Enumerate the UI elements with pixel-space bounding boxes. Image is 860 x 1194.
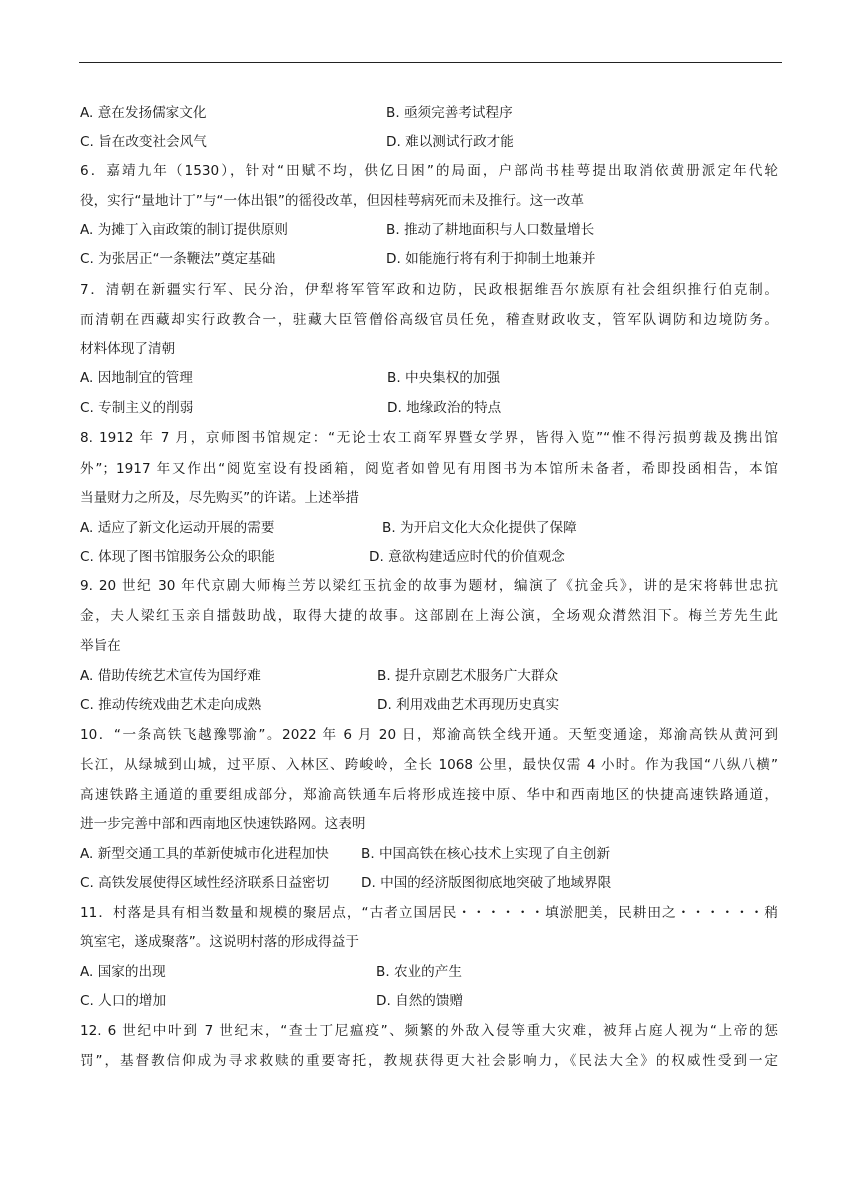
- header-rule: [79, 62, 782, 63]
- q8-option-b: B. 为开启文化大众化提供了保障: [382, 520, 577, 536]
- q8-option-c: C. 体现了图书馆服务公众的职能: [80, 549, 275, 565]
- q10-option-c: C. 高铁发展使得区域性经济联系日益密切: [80, 875, 330, 891]
- q5-option-c: C. 旨在改变社会风气: [80, 134, 207, 150]
- q11-options-row-1: [80, 966, 780, 984]
- q11-options-row-2: [80, 995, 780, 1013]
- q9-stem-line-1: 9. 20 世纪 30 年代京剧大师梅兰芳以梁红玉抗金的故事为题材，编演了《抗金兵》，讲的是宋将韩世忠抗: [80, 578, 778, 594]
- q8-option-d: D. 意欲构建适应时代的价值观念: [369, 549, 565, 565]
- q10-stem-line-4: 进一步完善中部和西南地区快速铁路网。这表明: [80, 816, 366, 832]
- q12-stem-line-2: 罚”，基督教信仰成为寻求救赎的重要寄托，教规获得更大社会影响力，《民法大全》的权威性受到一定: [80, 1053, 778, 1069]
- q7-stem-line-2: 而清朝在西藏却实行政教合一，驻藏大臣管僧俗高级官员任免，稽查财政收支，管军队调防和边境防务。: [80, 312, 778, 328]
- q7-option-a: A. 因地制宜的管理: [80, 370, 193, 386]
- q10-option-a: A. 新型交通工具的革新使城市化进程加快: [80, 846, 329, 862]
- q7-stem-line-1: 7．清朝在新疆实行军、民分治，伊犁将军管军政和边防，民政根据维吾尔族原有社会组织推行伯克制。: [80, 282, 778, 298]
- q6-option-b: B. 推动了耕地面积与人口数量增长: [386, 222, 595, 238]
- q9-option-b: B. 提升京剧艺术服务广大群众: [377, 668, 559, 684]
- q10-stem-line-3: 高速铁路主通道的重要组成部分，郑渝高铁通车后将形成连接中原、华中和西南地区的快捷高速铁路通道，: [80, 787, 778, 803]
- q11-option-d: D. 自然的馈赠: [376, 993, 464, 1009]
- q8-option-a: A. 适应了新文化运动开展的需要: [80, 520, 275, 536]
- q10-options-row-1: [80, 848, 780, 866]
- q9-stem-line-3: 举旨在: [80, 638, 121, 654]
- q7-options-row-1: [80, 372, 780, 390]
- q10-stem-line-1: 10．“一条高铁飞越豫鄂渝”。2022 年 6 月 20 日，郑渝高铁全线开通。天堑变通途，郑渝高铁从黄河到: [80, 727, 778, 743]
- q9-stem-line-2: 金，夫人梁红玉亲自擂鼓助战，取得大捷的故事。这部剧在上海公演，全场观众潸然泪下。梅兰芳先生此: [80, 608, 778, 624]
- q8-options-row-1: [80, 522, 780, 540]
- q9-option-a: A. 借助传统艺术宣传为国纾难: [80, 668, 261, 684]
- q10-option-b: B. 中国高铁在核心技术上实现了自主创新: [361, 846, 611, 862]
- q8-stem-line-3: 当量财力之所及，尽先购买”的许诺。上述举措: [80, 490, 359, 506]
- q10-option-d: D. 中国的经济版图彻底地突破了地域界限: [361, 875, 612, 891]
- q6-option-d: D. 如能施行将有利于抑制土地兼并: [386, 251, 596, 267]
- q12-stem-line-1: 12. 6 世纪中叶到 7 世纪末，“查士丁尼瘟疫”、频繁的外敌入侵等重大灾难，被拜占庭人视为“上帝的惩: [80, 1023, 778, 1039]
- q11-option-a: A. 国家的出现: [80, 964, 166, 980]
- q5-option-b: B. 亟须完善考试程序: [386, 105, 513, 121]
- q9-options-row-1: [80, 670, 780, 688]
- q11-stem-line-2: 筑室宅，遂成聚落”。这说明村落的形成得益于: [80, 934, 359, 950]
- q6-options-row-1: [80, 224, 780, 242]
- q6-option-a: A. 为摊丁入亩政策的制订提供原则: [80, 222, 289, 238]
- q5-options-row-1: [80, 107, 780, 125]
- q6-stem-line-1: 6．嘉靖九年（1530），针对“田赋不均，供亿日困”的局面，户部尚书桂萼提出取消依黄册派定年代轮: [80, 163, 778, 179]
- q5-options-row-2: [80, 136, 780, 154]
- q7-option-c: C. 专制主义的削弱: [80, 400, 194, 416]
- q9-option-c: C. 推动传统戏曲艺术走向成熟: [80, 697, 262, 713]
- q5-option-a: A. 意在发扬儒家文化: [80, 105, 207, 121]
- q10-stem-line-2: 长江，从绿城到山城，过平原、入林区、跨峻岭，全长 1068 公里，最快仅需 4 小时。作为我国“八纵八横”: [80, 757, 778, 773]
- q5-option-d: D. 难以测试行政才能: [386, 134, 514, 150]
- q9-option-d: D. 利用戏曲艺术再现历史真实: [377, 697, 560, 713]
- q7-option-d: D. 地缘政治的特点: [387, 400, 502, 416]
- q8-stem-line-1: 8. 1912 年 7 月，京师图书馆规定：“无论士农工商军界暨女学界，皆得入览”“惟不得污损剪裁及携出馆: [80, 430, 778, 446]
- q6-stem-line-2: 役，实行“量地计丁”与“一体出银”的徭役改革，但因桂萼病死而未及推行。这一改革: [80, 193, 584, 209]
- q11-option-c: C. 人口的增加: [80, 993, 167, 1009]
- q9-options-row-2: [80, 699, 780, 717]
- q8-stem-line-2: 外”；1917 年又作出“阅览室设有投函箱，阅览者如曾见有用图书为本馆所未备者，希即投函相告，本馆: [80, 461, 778, 477]
- q10-options-row-2: [80, 877, 780, 895]
- q6-option-c: C. 为张居正“一条鞭法”奠定基础: [80, 251, 276, 267]
- q11-stem-line-1: 11．村落是具有相当数量和规模的聚居点，“古者立国居民・・・・・・填淤肥美，民耕田之・・・・・・稍: [80, 905, 778, 921]
- q6-options-row-2: [80, 253, 780, 271]
- q7-option-b: B. 中央集权的加强: [387, 370, 501, 386]
- q7-options-row-2: [80, 402, 780, 420]
- q8-options-row-2: [80, 551, 780, 569]
- q7-stem-line-3: 材料体现了清朝: [80, 341, 176, 357]
- q11-option-b: B. 农业的产生: [376, 964, 462, 980]
